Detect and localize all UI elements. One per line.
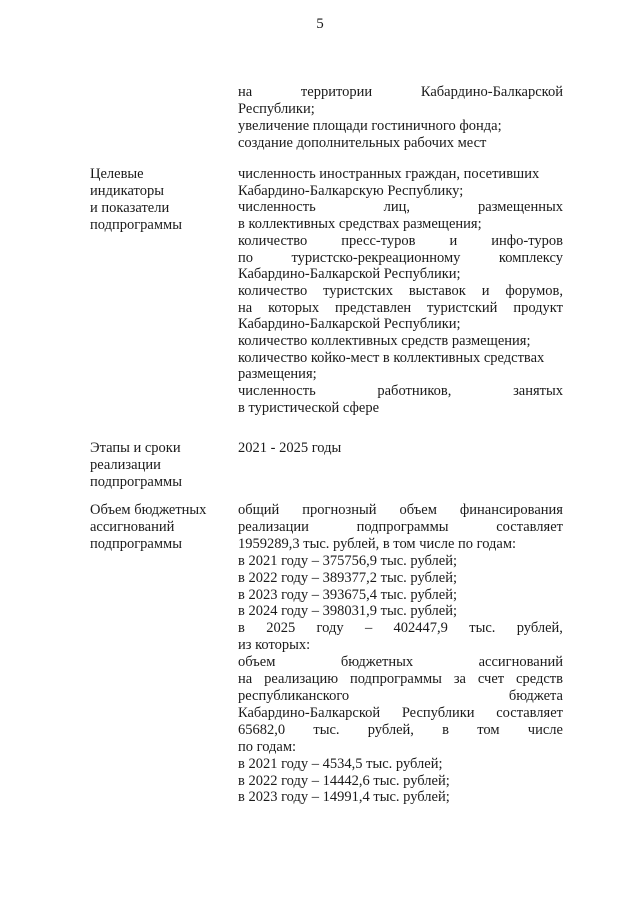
section-content (238, 440, 563, 457)
text-line (238, 199, 563, 216)
word: представлен (335, 299, 412, 316)
word: работников, (377, 383, 452, 400)
text-line: в 2023 году – 14991,4 тыс. рублей; (238, 789, 450, 806)
word: численность (238, 199, 316, 216)
text-line: Кабардино-Балкарской Республики; (238, 316, 461, 333)
page-number: 5 (316, 16, 324, 32)
text-line: в 2022 году – 14442,6 тыс. рублей; (238, 772, 450, 789)
word: и (449, 232, 458, 249)
word: комплексу (498, 249, 563, 266)
word: туристский (427, 299, 498, 316)
text-line: создание дополнительных рабочих мест (238, 135, 487, 151)
word: в (442, 721, 450, 738)
word: в (238, 620, 245, 637)
label-line: ассигнований (90, 519, 175, 535)
label-line: и показатели (90, 200, 170, 216)
text-line: в 2021 году – 375756,9 тыс. рублей; (238, 552, 458, 569)
word: тыс. (469, 620, 496, 637)
word: туристских (323, 282, 393, 299)
word: количество (238, 232, 308, 249)
word: лиц, (383, 199, 411, 216)
text-line: 2021 - 2025 годы (238, 440, 342, 456)
word: продукт (513, 299, 563, 316)
word: занятых (513, 383, 563, 400)
word: составляет (496, 704, 563, 721)
text-line (238, 519, 563, 536)
text-line: Республики; (238, 101, 315, 117)
text-line (238, 722, 563, 739)
word: финансирования (459, 502, 563, 518)
word: которых (268, 299, 320, 316)
text-line (238, 705, 563, 722)
word: за (453, 671, 466, 688)
word: на (238, 671, 253, 688)
text-line (238, 250, 563, 267)
word: на (238, 299, 253, 316)
text-line (238, 84, 563, 101)
label-line: реализации (90, 457, 161, 473)
label-line: Этапы и сроки (90, 440, 181, 456)
label-line: индикаторы (90, 183, 164, 199)
text-line (238, 383, 563, 400)
word: численность (238, 383, 316, 400)
label-line: подпрограммы (90, 217, 182, 233)
text-line (238, 283, 563, 300)
word: тыс. (313, 721, 340, 738)
section-label (90, 502, 230, 553)
word: республиканского (238, 687, 350, 704)
section-label (90, 166, 230, 234)
word: – (364, 620, 373, 637)
word: пресс-туров (341, 232, 416, 249)
continuation-text (238, 84, 563, 152)
word: объем (238, 654, 276, 671)
word: составляет (496, 518, 563, 535)
text-line: количество койко-мест в коллективных средствах (238, 349, 545, 366)
word: объем (399, 502, 437, 518)
word: том (477, 721, 500, 738)
word: подпрограммы (356, 518, 449, 535)
word: бюджетных (340, 654, 414, 671)
word: количество (238, 282, 308, 299)
word: территории (300, 84, 373, 100)
word: инфо-туров (491, 232, 563, 249)
word: прогнозный (302, 502, 377, 518)
word: бюджета (508, 687, 563, 704)
text-line: из которых: (238, 637, 311, 654)
text-line: в 2023 году – 393675,4 тыс. рублей; (238, 586, 458, 603)
word: 65682,0 (238, 721, 286, 738)
label-line: подпрограммы (90, 474, 182, 490)
word: подпрограммы (349, 671, 442, 688)
word: и (481, 282, 490, 299)
text-line: увеличение площади гостиничного фонда; (238, 118, 502, 134)
text-line: в 2024 году – 398031,9 тыс. рублей; (238, 603, 458, 620)
word: форумов, (505, 282, 563, 299)
label-line: Целевые (90, 166, 144, 182)
text-line: в коллективных средствах размещения; (238, 216, 482, 233)
label-line: Объем бюджетных (90, 502, 207, 518)
word: году (316, 620, 344, 637)
section-label (90, 440, 230, 491)
word: рублей, (516, 620, 563, 637)
text-line: в 2022 году – 389377,2 тыс. рублей; (238, 569, 458, 586)
word: по (238, 249, 254, 266)
word: Кабардино-Балкарской (420, 84, 563, 100)
text-line: размещения; (238, 366, 317, 383)
section-content (238, 166, 563, 417)
word: реализации (238, 518, 309, 535)
text-line: в 2021 году – 4534,5 тыс. рублей; (238, 755, 443, 772)
text-line (238, 300, 563, 317)
word: выставок (408, 282, 466, 299)
section-content (238, 502, 563, 806)
text-line: 1959289,3 тыс. рублей, в том числе по годам: (238, 535, 517, 552)
text-line (238, 654, 563, 671)
label-line: подпрограммы (90, 536, 182, 552)
word: на (238, 84, 253, 100)
word: туристско-рекреационному (291, 249, 461, 266)
word: Республики (401, 704, 475, 721)
text-line: Кабардино-Балкарской Республики; (238, 266, 461, 283)
word: реализацию (264, 671, 339, 688)
word: 402447,9 (393, 620, 448, 637)
text-line (238, 671, 563, 688)
word: счет (477, 671, 505, 688)
text-line: Кабардино-Балкарскую Республику; (238, 182, 464, 199)
word: Кабардино-Балкарской (238, 704, 381, 721)
word: средств (516, 671, 563, 688)
text-line: численность иностранных граждан, посетивших (238, 166, 540, 182)
word: размещенных (478, 199, 563, 216)
text-line: количество коллективных средств размещения; (238, 333, 531, 350)
text-line (238, 688, 563, 705)
text-line (238, 620, 563, 637)
text-line: по годам: (238, 738, 297, 755)
word: рублей, (367, 721, 414, 738)
text-line: в туристической сфере (238, 399, 380, 416)
word: ассигнований (478, 654, 563, 671)
word: числе (527, 721, 563, 738)
text-line (238, 502, 563, 519)
text-line (238, 233, 563, 250)
word: общий (238, 502, 280, 518)
word: 2025 (266, 620, 296, 637)
